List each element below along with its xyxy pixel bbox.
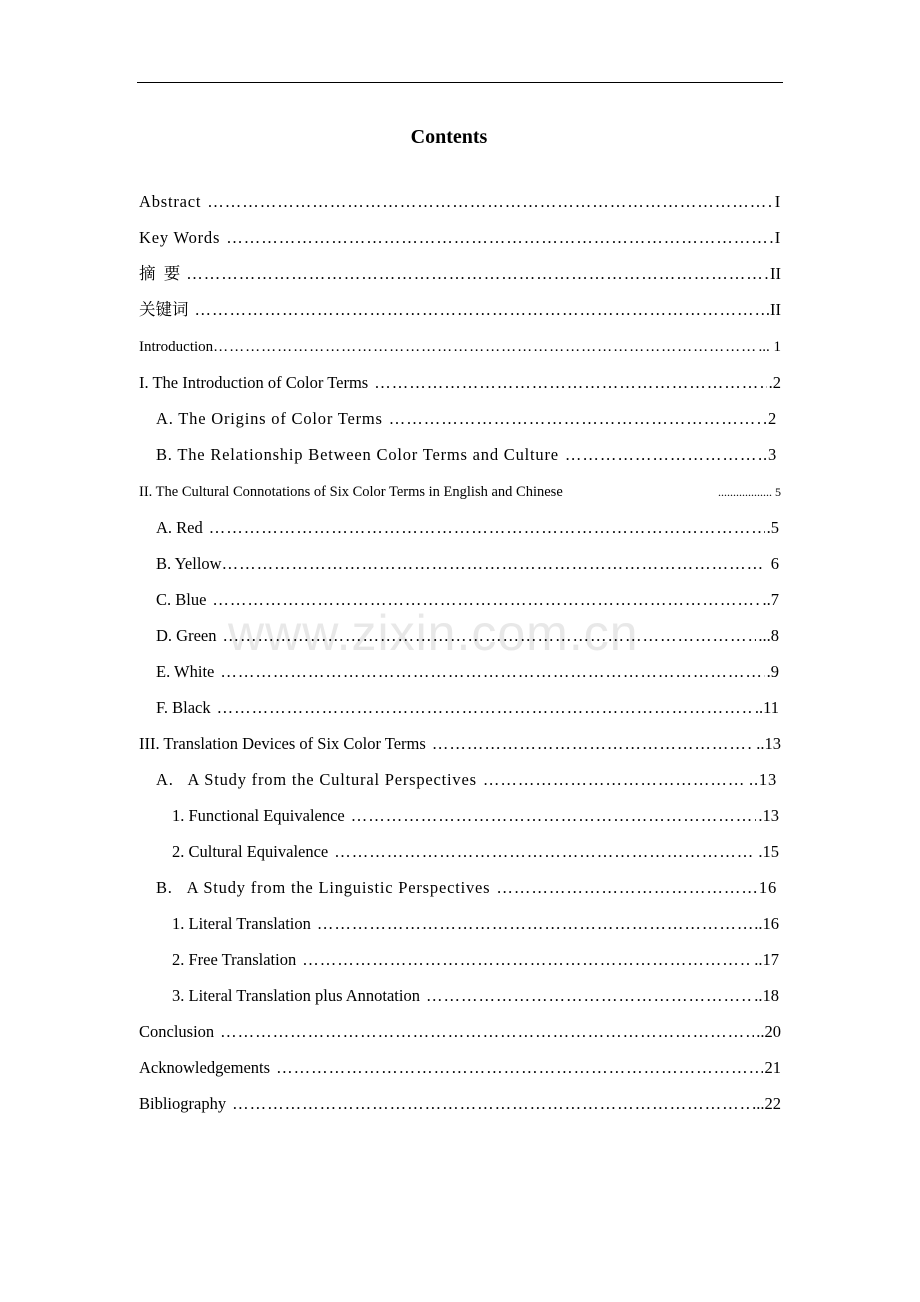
toc-entry-label: D. Green [156, 626, 217, 645]
toc-entry-2e[interactable] [156, 660, 779, 684]
toc-entry-label: 2. Free Translation [172, 950, 297, 969]
dot-leader [432, 732, 754, 756]
toc-page-number: II [770, 264, 781, 283]
toc-entry-label: 关键词 [139, 300, 189, 319]
toc-page-number: .15 [758, 842, 779, 861]
toc-entry-2c[interactable] [156, 588, 779, 612]
toc-entry-2f[interactable] [156, 696, 779, 720]
toc-entry-label: A. Red [156, 518, 203, 537]
dot-leader [389, 407, 761, 431]
toc-entry-chapter-1[interactable] [139, 371, 781, 395]
page-title: Contents [410, 126, 488, 148]
toc-entry-label: Acknowledgements [139, 1058, 271, 1077]
toc-entry-conclusion[interactable] [139, 1020, 781, 1044]
watermark: www.zixin.com.cn [228, 605, 639, 661]
dot-leader [302, 948, 752, 972]
toc-entry-label: B. The Relationship Between Color Terms and Culture [156, 445, 559, 464]
toc-entry-label: F. Black [156, 698, 211, 717]
toc-page-number: I [774, 192, 781, 211]
dot-leader [186, 262, 768, 286]
toc-entry-acknowledgements[interactable] [139, 1056, 781, 1080]
toc-entry-label: Conclusion [139, 1022, 215, 1041]
dot-leader [212, 588, 760, 612]
toc-entry-3b1[interactable] [172, 912, 779, 936]
toc-page-number: ..11 [754, 698, 779, 717]
toc-page-number: .................. 5 [718, 485, 781, 499]
dot-leader [565, 443, 761, 467]
toc-entry-2d[interactable] [156, 624, 779, 648]
toc-page-number: 21 [764, 1058, 781, 1077]
toc-entry-label: II. The Cultural Connotations of Six Color Terms in English and Chinese [139, 484, 563, 500]
toc-entry-chinese-abstract[interactable] [139, 262, 781, 286]
dot-leader [334, 840, 756, 864]
dot-leader [426, 984, 752, 1008]
toc-entry-label: A. A Study from the Cultural Perspectives [156, 770, 477, 789]
toc-entry-abstract[interactable] [139, 190, 781, 214]
dot-leader [351, 804, 757, 828]
toc-entry-label: III. Translation Devices of Six Color Terms [139, 734, 426, 753]
toc-entry-3a2[interactable] [172, 840, 779, 864]
toc-entry-3b2[interactable] [172, 948, 779, 972]
toc-page-number: ..13 [756, 734, 781, 753]
toc-page-number: ..7 [762, 590, 779, 609]
toc-entry-label: Abstract [139, 192, 202, 211]
toc-entry-introduction[interactable] [139, 335, 781, 359]
toc-entry-label: 2. Cultural Equivalence [172, 842, 329, 861]
toc-entry-label: B. A Study from the Linguistic Perspectives [156, 878, 491, 897]
dot-leader [195, 298, 764, 322]
dot-leader [483, 768, 747, 792]
dot-leader [220, 660, 764, 684]
toc-entry-label: Key Words [139, 228, 221, 247]
toc-entry-key-words[interactable] [139, 226, 781, 250]
toc-page-number: ..16 [754, 914, 779, 933]
toc-page-number: 16 [758, 878, 777, 897]
dot-leader [220, 1020, 754, 1044]
toc-page-number: ..13 [749, 770, 777, 789]
toc-entry-3b3[interactable] [172, 984, 779, 1008]
toc-page-number: .13 [758, 806, 779, 825]
toc-entry-label: C. Blue [156, 590, 207, 609]
toc-entry-3a[interactable] [156, 768, 777, 792]
dot-leader [496, 876, 757, 900]
toc-entry-label: 摘 要 [139, 264, 181, 283]
toc-entry-2b[interactable] [156, 552, 779, 576]
toc-entry-label: A. The Origins of Color Terms [156, 409, 383, 428]
toc-page-number: ..17 [754, 950, 779, 969]
dot-leader [232, 1092, 750, 1116]
dot-leader [317, 912, 752, 936]
toc-entry-label: 1. Literal Translation [172, 914, 311, 933]
toc-page-number: .3 [763, 445, 777, 464]
toc-page-number: I [774, 228, 781, 247]
dot-leader [226, 226, 773, 250]
toc-entry-label: B. Yellow [156, 554, 222, 573]
toc-page-number: .2 [763, 409, 777, 428]
toc-entry-2a[interactable] [156, 516, 779, 540]
toc-entry-label: I. The Introduction of Color Terms [139, 373, 369, 392]
toc-entry-chapter-3[interactable] [139, 732, 781, 756]
toc-entry-1a[interactable] [156, 407, 777, 431]
toc-entry-label: 1. Functional Equivalence [172, 806, 345, 825]
toc-page-number: ... 1 [758, 339, 781, 355]
dot-leader [213, 335, 756, 359]
header-rule [137, 82, 783, 83]
toc-entry-chinese-keywords[interactable] [139, 298, 781, 322]
dot-leader [276, 1056, 762, 1080]
toc-entry-chapter-2[interactable] [139, 480, 781, 504]
dot-leader [222, 552, 765, 576]
toc-page-number: ...22 [752, 1094, 781, 1113]
toc-entry-3a1[interactable] [172, 804, 779, 828]
toc-entry-3b[interactable] [156, 876, 777, 900]
toc-entry-label: E. White [156, 662, 215, 681]
toc-page-number: .2 [768, 373, 781, 392]
toc-entry-label: Introduction [139, 339, 214, 355]
toc-page-number: .II [765, 300, 781, 319]
toc-page-number: .5 [766, 518, 779, 537]
toc-page-number: .9 [766, 662, 779, 681]
toc-page-number: ..18 [754, 986, 779, 1005]
dot-leader [207, 190, 772, 214]
dot-leader [217, 696, 753, 720]
toc-page-number: ..20 [756, 1022, 781, 1041]
toc-page-number: 6 [766, 554, 779, 573]
dot-leader [209, 516, 765, 540]
dot-leader [222, 624, 756, 648]
toc-entry-label: 3. Literal Translation plus Annotation [172, 986, 420, 1005]
toc-entry-bibliography[interactable] [139, 1092, 781, 1116]
toc-entry-1b[interactable] [156, 443, 777, 467]
toc-entry-label: Bibliography [139, 1094, 227, 1113]
toc-page-number: ...8 [758, 626, 779, 645]
dot-leader [374, 371, 766, 395]
